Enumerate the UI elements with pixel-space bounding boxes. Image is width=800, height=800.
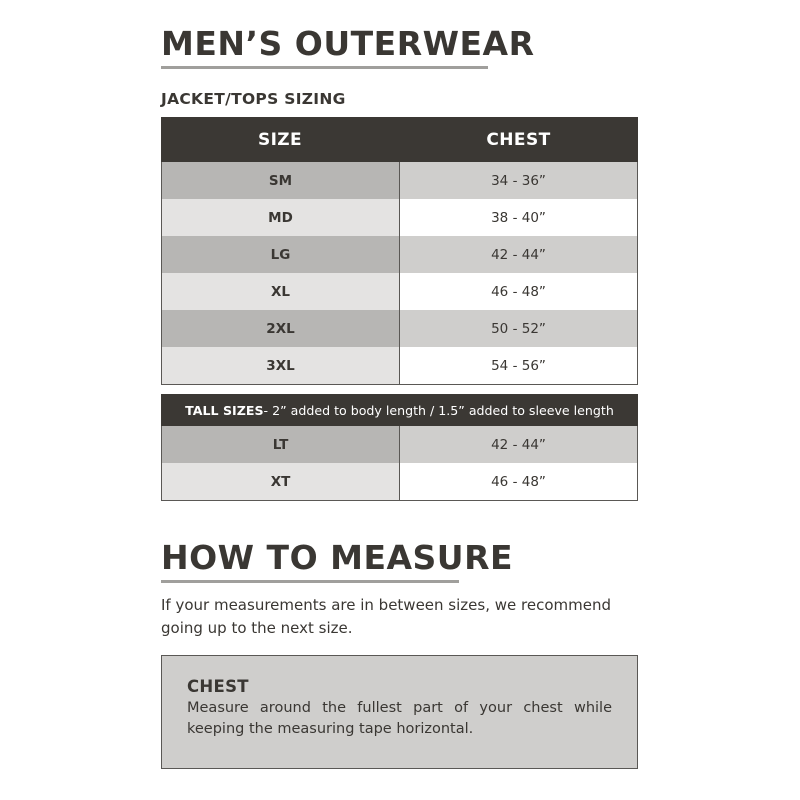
chest-cell: 46 - 48” [400, 463, 637, 500]
tall-table-body [161, 426, 638, 501]
table-row [162, 273, 637, 310]
measure-intro: If your measurements are in between sizes, we recommend going up to the next size. [161, 596, 611, 637]
size-cell: SM [162, 162, 400, 199]
chest-measure-text: Measure around the fullest part of your chest while keeping the measuring tape horizontal. [187, 700, 612, 737]
page-title: MEN’S OUTERWEAR [161, 24, 535, 63]
chest-cell: 50 - 52” [400, 310, 637, 347]
table-row [162, 199, 637, 236]
chest-measure-box [161, 655, 638, 769]
size-cell: 2XL [162, 310, 400, 347]
size-cell: LG [162, 236, 400, 273]
table-row [162, 463, 637, 500]
chest-cell: 54 - 56” [400, 347, 637, 384]
size-cell: 3XL [162, 347, 400, 384]
chest-measure-title: CHEST [187, 677, 249, 696]
chest-cell: 34 - 36” [400, 162, 637, 199]
table-row [162, 162, 637, 199]
tall-sizes-header [161, 394, 638, 426]
table-row [162, 426, 637, 463]
size-chart-table [161, 117, 638, 385]
header-size: SIZE [257, 129, 303, 150]
chest-cell: 42 - 44” [400, 426, 637, 463]
size-cell: MD [162, 199, 400, 236]
table-row [162, 236, 637, 273]
table-body [161, 162, 638, 385]
chest-cell: 38 - 40” [400, 199, 637, 236]
chest-cell: 46 - 48” [400, 273, 637, 310]
size-cell: XL [162, 273, 400, 310]
header-chest: CHEST [486, 129, 551, 150]
measure-underline [161, 580, 459, 583]
size-cell: LT [162, 426, 400, 463]
table-row [162, 347, 637, 384]
tall-sizes-table [161, 394, 638, 501]
table-header [161, 117, 638, 162]
tall-sizes-note: - 2” added to body length / 1.5” added to sleeve length [263, 402, 614, 418]
how-to-measure-title: HOW TO MEASURE [161, 538, 514, 577]
tall-sizes-label: TALL SIZES [185, 402, 264, 418]
chest-cell: 42 - 44” [400, 236, 637, 273]
title-underline [161, 66, 488, 69]
size-cell: XT [162, 463, 400, 500]
table-row [162, 310, 637, 347]
section-subtitle: JACKET/TOPS SIZING [161, 90, 346, 108]
